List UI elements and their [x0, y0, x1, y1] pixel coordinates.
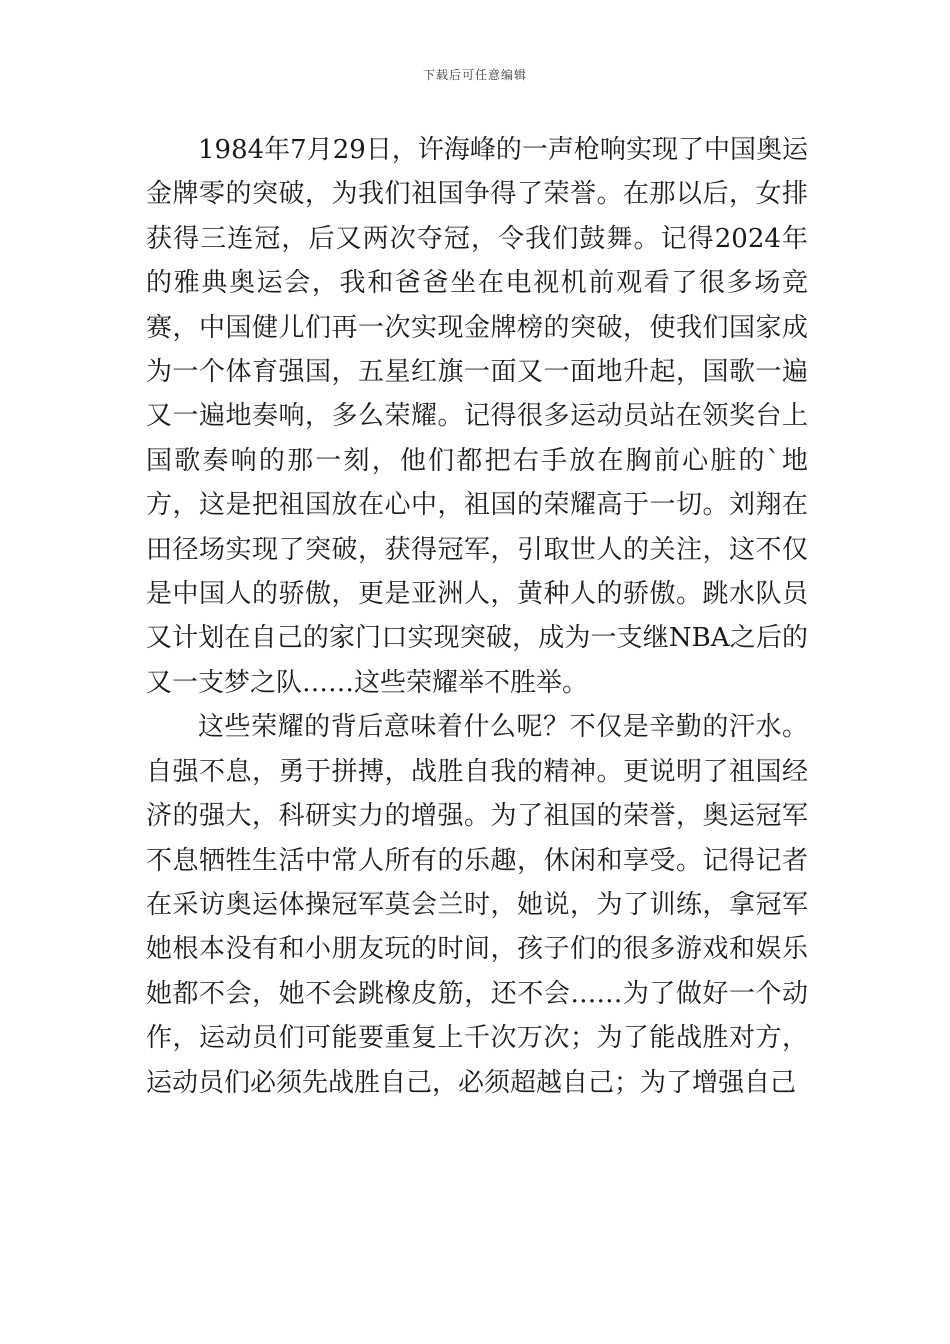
paragraph-2: 这些荣耀的背后意味着什么呢？不仅是辛勤的汗水。自强不息，勇于拼搏，战胜自我的精神。更说明了祖国经济的强大，科研实力的增强。为了祖国的荣誉，奥运冠军不息牺牲生活中常人所有的乐趣，休闲和享受。记得记者在采访奥运体操冠军莫会兰时，她说，为了训练，拿冠军她根本没有和小朋友玩的时间，孩子们的很多游戏和娱乐她都不会，她不会跳橡皮筋，还不会……为了做好一个动作，运动员们可能要重复上千次万次；为了能战胜对方，运动员们必须先战胜自己，必须超越自己；为了增强自己 [146, 712, 808, 1098]
page-header: 下载后可任意编辑 [422, 68, 527, 82]
document-body [146, 128, 808, 1105]
paragraph-1: 1984年7月29日，许海峰的一声枪响实现了中国奥运金牌零的突破，为我们祖国争得了荣誉。在那以后，女排获得三连冠，后又两次夺冠，令我们鼓舞。记得2024年的雅典奥运会，我和爸爸坐在电视机前观看了很多场竞赛，中国健儿们再一次实现金牌榜的突破，使我们国家成为一个体育强国，五星红旗一面又一面地升起，国歌一遍又一遍地奏响，多么荣耀。记得很多运动员站在领奖台上国歌奏响的那一刻，他们都把右手放在胸前心脏的`地方，这是把祖国放在心中，祖国的荣耀高于一切。刘翔在田径场实现了突破，获得冠军，引取世人的关注，这不仅是中国人的骄傲，更是亚洲人，黄种人的骄傲。跳水队员又计划在自己的家门口实现突破，成为一支继NBA之后的又一支梦之队……这些荣耀举不胜举。 [146, 135, 808, 698]
